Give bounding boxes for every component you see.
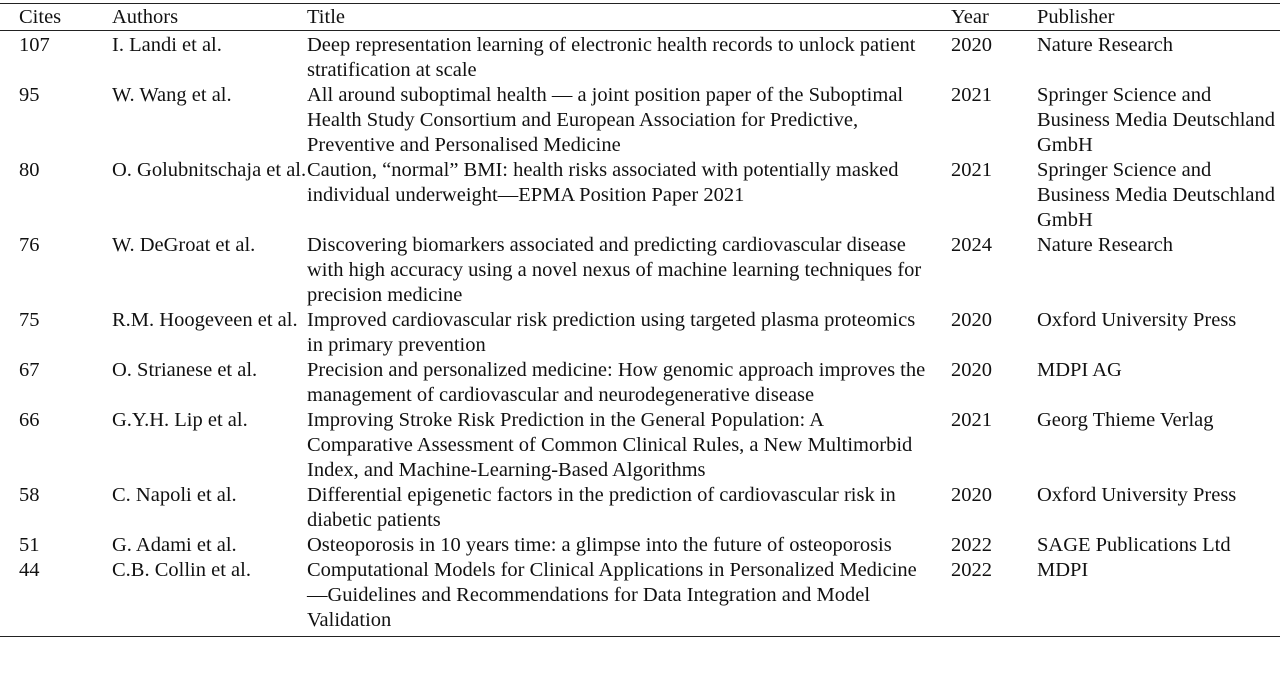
cell-authors: C.B. Collin et al. — [112, 559, 251, 581]
cell-cites: 75 — [19, 309, 40, 331]
cell-publisher: Oxford University Press — [1037, 309, 1237, 331]
cell-year: 2022 — [951, 559, 992, 581]
cell-publisher: Springer Science and Business Media Deutschland GmbH — [1037, 84, 1275, 156]
cell-title: Improving Stroke Risk Prediction in the General Population: A Comparative Assessment of Common Clinical Rules, a New Multimorbid Index, and Machine-Learning-Based Algorithms — [307, 409, 913, 481]
cell-authors: G. Adami et al. — [112, 534, 237, 556]
cell-year: 2021 — [951, 84, 992, 106]
cell-title: Deep representation learning of electronic health records to unlock patient stratification at scale — [307, 34, 916, 81]
cell-year: 2024 — [951, 234, 992, 256]
cell-year: 2021 — [951, 159, 992, 181]
cell-title: All around suboptimal health — a joint position paper of the Suboptimal Health Study Consortium and European Association for Predictive, Preventive and Personalised Medicine — [307, 84, 904, 156]
table-row — [0, 483, 1280, 533]
cell-authors: O. Strianese et al. — [112, 359, 258, 381]
cell-publisher: Nature Research — [1037, 34, 1174, 56]
cell-cites: 51 — [19, 534, 40, 556]
cell-publisher: Springer Science and Business Media Deutschland GmbH — [1037, 159, 1275, 231]
cell-publisher: Oxford University Press — [1037, 484, 1237, 506]
cell-title: Improved cardiovascular risk prediction using targeted plasma proteomics in primary prevention — [307, 309, 916, 356]
cell-title: Discovering biomarkers associated and predicting cardiovascular disease with high accuracy using a novel nexus of machine learning techniques for precision medicine — [307, 234, 922, 306]
header-publisher: Publisher — [1037, 4, 1280, 31]
cell-cites: 107 — [19, 34, 50, 56]
table-row — [0, 408, 1280, 483]
cell-year: 2020 — [951, 309, 992, 331]
cell-publisher: MDPI AG — [1037, 359, 1122, 381]
header-title: Title — [307, 4, 951, 31]
cell-publisher: Georg Thieme Verlag — [1037, 409, 1214, 431]
cell-authors: G.Y.H. Lip et al. — [112, 409, 248, 431]
cell-title: Differential epigenetic factors in the prediction of cardiovascular risk in diabetic patients — [307, 484, 896, 531]
cell-publisher: Nature Research — [1037, 234, 1174, 256]
cell-year: 2021 — [951, 409, 992, 431]
cell-year: 2020 — [951, 484, 992, 506]
table-row — [0, 308, 1280, 358]
cell-cites: 66 — [19, 409, 40, 431]
table-row — [0, 233, 1280, 308]
table-row — [0, 533, 1280, 558]
cell-title: Computational Models for Clinical Applications in Personalized Medicine—Guidelines and Recommendations for Data Integration and Model Validation — [307, 559, 917, 631]
cell-title: Osteoporosis in 10 years time: a glimpse into the future of osteoporosis — [307, 534, 892, 556]
cell-title: Caution, “normal” BMI: health risks associated with potentially masked individual underweight—EPMA Position Paper 2021 — [307, 159, 899, 206]
cell-authors: O. Golubnitschaja et al. — [112, 159, 307, 181]
header-cites: Cites — [0, 4, 112, 31]
cell-publisher: SAGE Publications Ltd — [1037, 534, 1231, 556]
cell-year: 2022 — [951, 534, 992, 556]
table-header-row — [0, 4, 1280, 31]
cell-cites: 67 — [19, 359, 40, 381]
table-row — [0, 83, 1280, 158]
cell-cites: 76 — [19, 234, 40, 256]
citations-table — [0, 3, 1280, 637]
cell-authors: W. Wang et al. — [112, 84, 232, 106]
cell-authors: C. Napoli et al. — [112, 484, 237, 506]
cell-authors: R.M. Hoogeveen et al. — [112, 309, 298, 331]
cell-cites: 58 — [19, 484, 40, 506]
cell-cites: 95 — [19, 84, 40, 106]
header-year: Year — [951, 4, 1037, 31]
cell-publisher: MDPI — [1037, 559, 1089, 581]
cell-year: 2020 — [951, 34, 992, 56]
header-authors: Authors — [112, 4, 307, 31]
table-row — [0, 358, 1280, 408]
cell-authors: W. DeGroat et al. — [112, 234, 256, 256]
cell-authors: I. Landi et al. — [112, 34, 222, 56]
table-row — [0, 158, 1280, 233]
cell-cites: 80 — [19, 159, 40, 181]
cell-title: Precision and personalized medicine: How genomic approach improves the management of cardiovascular and neurodegenerative disease — [307, 359, 926, 406]
table-row — [0, 558, 1280, 637]
cell-year: 2020 — [951, 359, 992, 381]
cell-cites: 44 — [19, 559, 40, 581]
table-row — [0, 31, 1280, 84]
